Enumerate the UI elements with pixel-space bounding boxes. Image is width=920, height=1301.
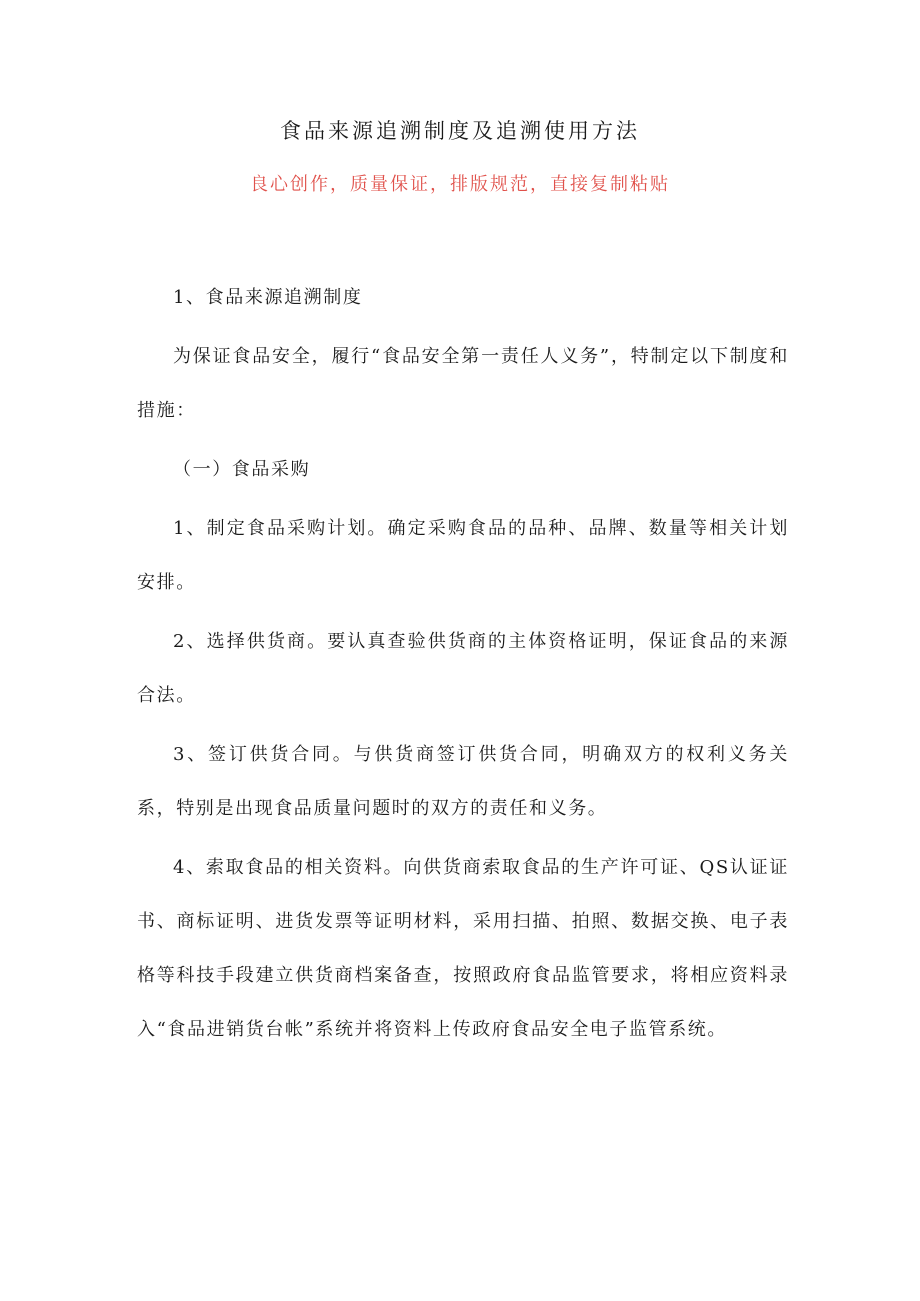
subsection-heading: （一）食品采购 xyxy=(173,459,311,480)
document-title: 食品来源追溯制度及追溯使用方法 xyxy=(280,119,640,143)
paragraph-item-1: 1、制定食品采购计划。确定采购食品的品种、品牌、数量等相关计划安排。 xyxy=(137,518,789,593)
paragraph-item-3: 3、签订供货合同。与供货商签订供货合同，明确双方的权利义务关系，特别是出现食品质量问题时的双方的责任和义务。 xyxy=(137,744,789,819)
section-heading: 1、食品来源追溯制度 xyxy=(173,287,363,308)
document-body xyxy=(137,278,789,1050)
paragraph-intro: 为保证食品安全，履行“食品安全第一责任人义务”，特制定以下制度和措施： xyxy=(137,346,789,421)
paragraph-item-2: 2、选择供货商。要认真查验供货商的主体资格证明，保证食品的来源合法。 xyxy=(137,631,789,706)
document-subtitle: 良心创作，质量保证，排版规范，直接复制粘贴 xyxy=(250,174,670,195)
paragraph-item-4: 4、索取食品的相关资料。向供货商索取食品的生产许可证、QS认证证书、商标证明、进货发票等证明材料，采用扫描、拍照、数据交换、电子表格等科技手段建立供货商档案备查，按照政府食品监管要求，将相应资料录入“食品进销货台帐”系统并将资料上传政府食品安全电子监管系统。 xyxy=(137,857,789,1040)
